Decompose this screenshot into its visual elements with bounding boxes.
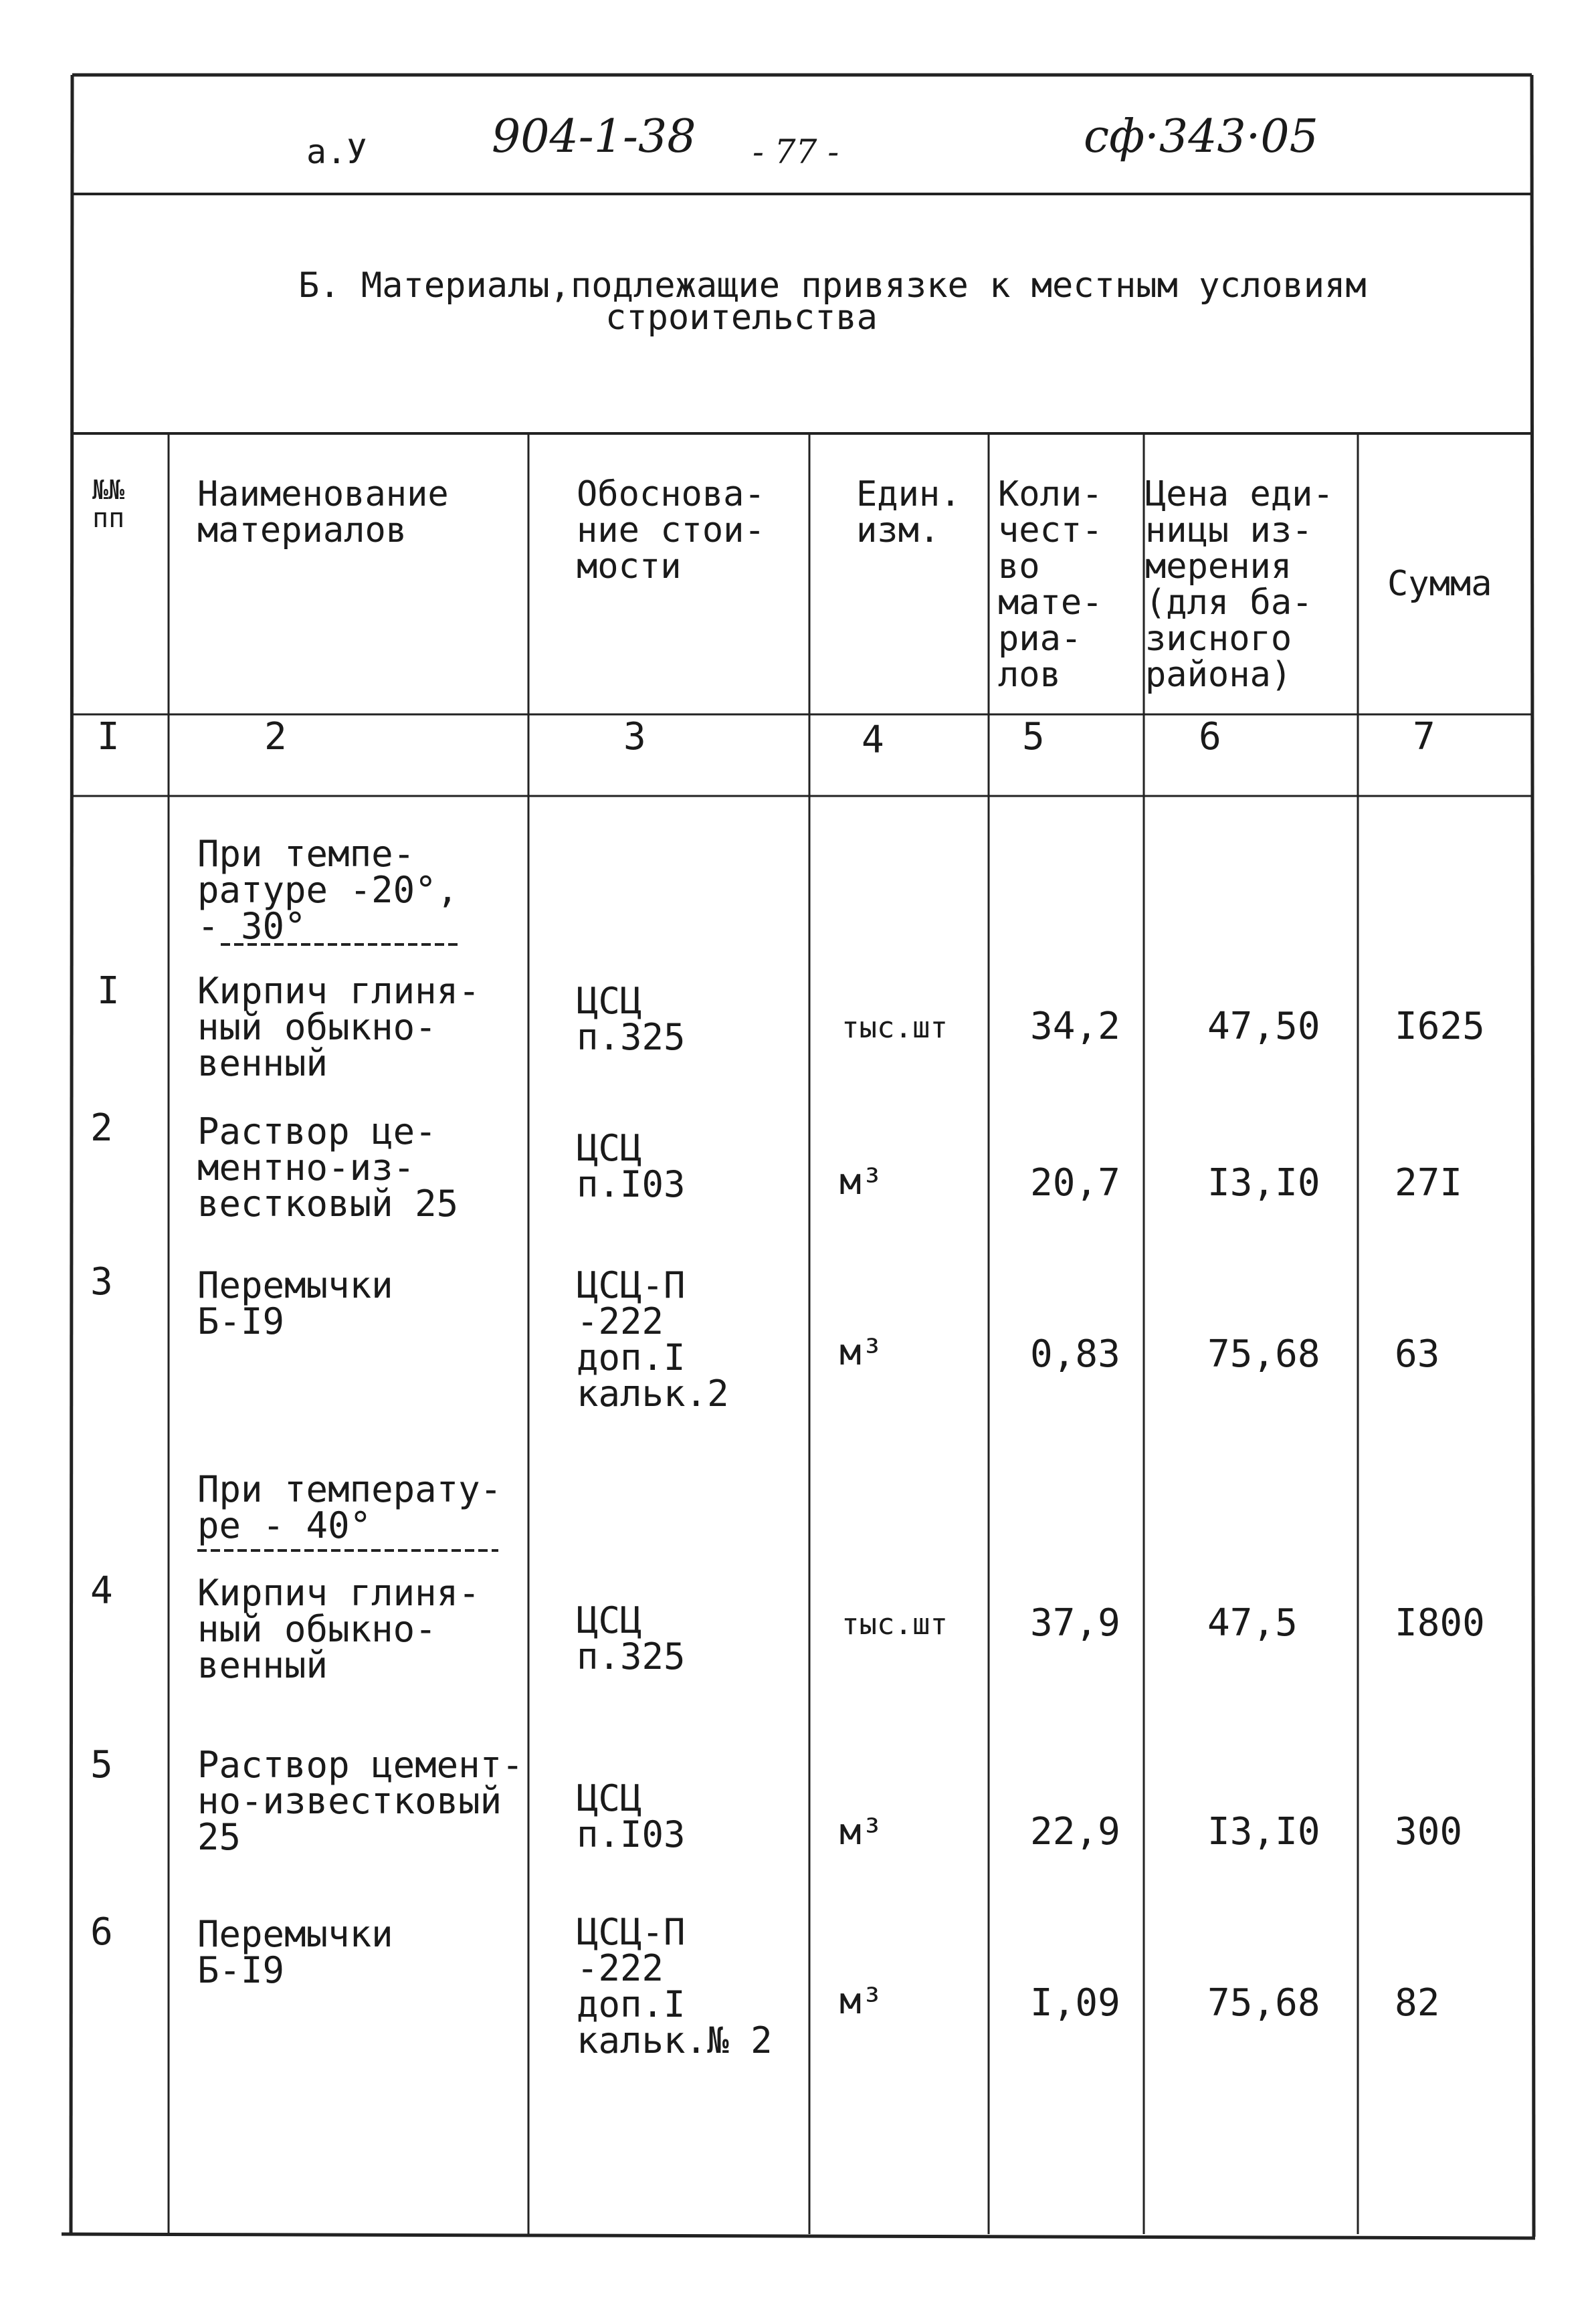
quantity: 22,9 xyxy=(1030,1810,1120,1853)
row-number: 4 xyxy=(90,1569,113,1613)
row-number: 6 xyxy=(90,1910,113,1954)
cost-basis: ЦСЦ п.325 xyxy=(577,1599,686,1678)
sum: I800 xyxy=(1395,1601,1485,1645)
column-number: 3 xyxy=(623,715,646,759)
quantity: 34,2 xyxy=(1030,1005,1120,1048)
quantity: I,09 xyxy=(1030,1981,1120,2025)
column-header-basis: Обоснова- ние стои- мости xyxy=(577,474,765,587)
quantity: 37,9 xyxy=(1030,1601,1120,1645)
cost-basis: ЦСЦ п.325 xyxy=(577,980,686,1058)
page-number: - 77 - xyxy=(753,132,839,171)
row-number: 5 xyxy=(90,1743,113,1787)
material-name: Перемычки Б-I9 xyxy=(197,1913,393,1991)
sum: I625 xyxy=(1395,1005,1485,1048)
column-number: 7 xyxy=(1413,715,1435,759)
column-header-name: Наименование материалов xyxy=(197,474,449,550)
unit-price: 47,5 xyxy=(1207,1601,1298,1645)
cost-basis: ЦСЦ-П -222 доп.I кальк.2 xyxy=(577,1264,729,1415)
sum: 82 xyxy=(1395,1981,1440,2025)
row-number: 3 xyxy=(90,1260,113,1304)
row-number: 2 xyxy=(90,1106,113,1150)
unit-price: I3,I0 xyxy=(1207,1810,1320,1853)
section-title: Б. Материалы,подлежащие привязке к местным условиям xyxy=(298,266,1367,306)
unit: тыс.шт xyxy=(841,1011,948,1045)
column-number: I xyxy=(97,715,120,759)
cost-basis: ЦСЦ-П -222 доп.I кальк.№ 2 xyxy=(577,1911,773,2062)
column-header-sum: Сумма xyxy=(1387,564,1492,604)
column-header-price: Цена еди- ницы из- мерения (для ба- зисного района) xyxy=(1145,474,1334,695)
sheet-prefix: а.У xyxy=(306,132,367,171)
sum: 300 xyxy=(1395,1810,1463,1853)
cost-basis: ЦСЦ п.I03 xyxy=(577,1777,686,1855)
unit-price: 47,50 xyxy=(1207,1005,1320,1048)
quantity: 20,7 xyxy=(1030,1161,1120,1205)
cost-basis: ЦСЦ п.I03 xyxy=(577,1127,686,1205)
project-number: 904-1-38 xyxy=(492,110,696,163)
column-header-number: №№ пп xyxy=(92,475,125,534)
column-header-quantity: Коли- чест- во мате- риа- лов xyxy=(998,474,1103,695)
unit: м³ xyxy=(839,1811,884,1853)
unit: м³ xyxy=(839,1331,884,1373)
sum: 27I xyxy=(1395,1161,1463,1205)
column-number: 2 xyxy=(264,715,287,759)
sum: 63 xyxy=(1395,1332,1440,1376)
column-number: 6 xyxy=(1199,715,1221,759)
unit-price: 75,68 xyxy=(1207,1981,1320,2025)
unit: м³ xyxy=(839,1980,884,2022)
unit: м³ xyxy=(839,1161,884,1203)
material-name: Раствор цемент- но-известковый 25 xyxy=(197,1744,524,1858)
material-name: Раствор це- ментно-из- вестковый 25 xyxy=(197,1110,459,1225)
section-title-cont: строительства xyxy=(605,298,878,338)
column-number: 4 xyxy=(862,718,884,762)
document-code: сф·343·05 xyxy=(1084,110,1318,163)
group-label: При температу- ре - 40° xyxy=(197,1468,502,1546)
unit-price: I3,I0 xyxy=(1207,1161,1320,1205)
unit-price: 75,68 xyxy=(1207,1332,1320,1376)
column-number: 5 xyxy=(1022,715,1045,759)
quantity: 0,83 xyxy=(1030,1332,1120,1376)
unit: тыс.шт xyxy=(841,1607,948,1641)
row-number: I xyxy=(97,969,120,1013)
material-name: Кирпич глиня- ный обыкно- венный xyxy=(197,1572,480,1686)
column-header-unit: Един. изм. xyxy=(856,474,961,550)
group-label: При темпе- ратуре -20°, - 30° xyxy=(197,833,459,947)
material-name: Перемычки Б-I9 xyxy=(197,1264,393,1342)
material-name: Кирпич глиня- ный обыкно- венный xyxy=(197,970,480,1084)
